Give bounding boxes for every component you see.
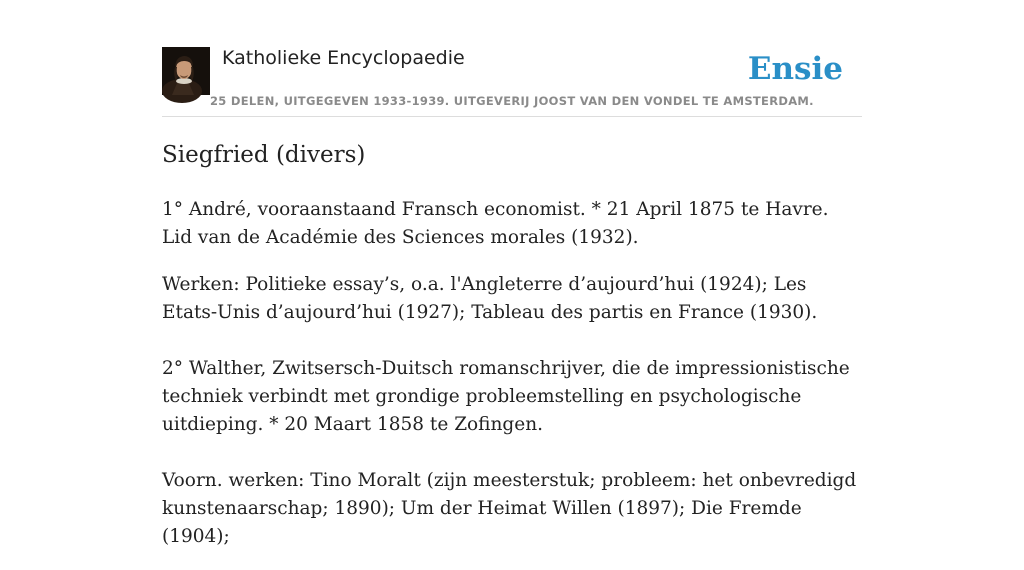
article-paragraph: 1° André, vooraanstaand Fransch economist. * 21 April 1875 te Havre. Lid van de Académie des Sciences morales (1932). [162, 199, 829, 248]
ensie-logo-link[interactable]: Ensie [747, 51, 843, 87]
article-paragraph: Werken: Politieke essay’s, o.a. l'Angleterre d’aujourd’hui (1924); Les Etats-Unis d’aujourd’hui (1927); Tableau des partis en France (1930). [162, 274, 818, 323]
article-paragraph: 2° Walther, Zwitsersch-Duitsch romanschrijver, die de impressionistische techniek verbindt met grondige probleemstelling en psychologische uitdieping. * 20 Maart 1858 te Zofingen. [162, 358, 850, 435]
portrait-avatar-icon [162, 47, 210, 95]
publication-title[interactable]: Katholieke Encyclopaedie [222, 47, 465, 69]
publication-avatar[interactable] [162, 47, 210, 95]
site-header [162, 45, 862, 117]
article-title: Siegfried (divers) [162, 142, 366, 168]
article-paragraph: Voorn. werken: Tino Moralt (zijn meesterstuk; probleem: het onbevredigd kunstenaarschap; 1890); Um der Heimat Willen (1897); Die Fremde (1904); [162, 470, 857, 547]
article [162, 138, 862, 570]
publication-subtitle: 25 DELEN, UITGEGEVEN 1933-1939. UITGEVERIJ JOOST VAN DEN VONDEL TE AMSTERDAM. [210, 94, 814, 108]
